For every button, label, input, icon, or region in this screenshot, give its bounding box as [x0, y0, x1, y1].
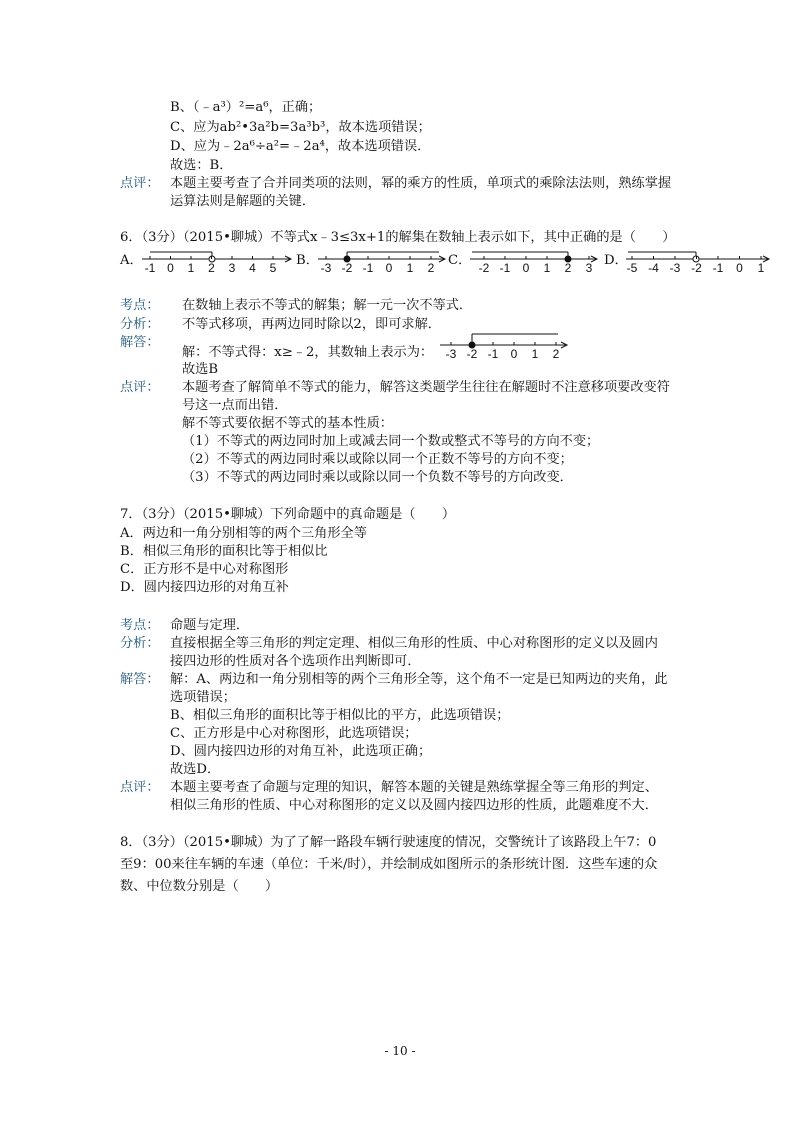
- tick-label: 0: [510, 347, 518, 361]
- tick-label: 4: [249, 261, 256, 275]
- q5-comment-1: 本题主要考查了合并同类项的法则，幂的乘方的性质，单项式的乘除法法则，熟练掌握: [170, 176, 672, 191]
- q7-jieda-label: 解答：: [120, 672, 160, 687]
- q7-option-b: B．相似三角形的面积比等于相似比: [120, 544, 328, 559]
- tick-label: 3: [585, 261, 593, 275]
- q7-fenxi-2: 接四边形的性质对各个选项作出判断即可．: [170, 654, 421, 669]
- q7-jieda-5: D、圆内接四边形的对角互补，此选项正确；: [170, 744, 432, 759]
- q7-jieda-6: 故选D．: [170, 762, 221, 777]
- q5-option-d: D、应为﹣2a⁶÷a²=﹣2a⁴，故本选项错误．: [170, 139, 431, 154]
- tick-label: -3: [445, 347, 457, 361]
- q5-comment-label: 点评：: [120, 176, 160, 191]
- tick-label: 0: [736, 261, 743, 275]
- q6-dianping-4: （1）不等式的两边同时加上或减去同一个数或整式不等号的方向不变；: [182, 434, 600, 449]
- q6-kaodian: 在数轴上表示不等式的解集；解一元一次不等式．: [182, 298, 473, 313]
- q5-answer: 故选：B．: [170, 158, 233, 173]
- q6-option-a-label: A．: [120, 253, 143, 268]
- tick-label: -1: [499, 261, 511, 275]
- tick-label: -5: [626, 261, 638, 275]
- q6-jieda-2: 故选B: [182, 362, 219, 377]
- q6-fenxi-label: 分析：: [120, 317, 160, 332]
- q6-dianping-3: 解不等式要依据不等式的基本性质：: [182, 416, 393, 431]
- q6-stem: 6．（3分）（2015•聊城）不等式x﹣3≤3x+1的解集在数轴上表示如下，其中正确的是（ ）: [120, 230, 676, 245]
- q6-solution-number-line: [438, 326, 573, 362]
- tick-label: -3: [320, 261, 332, 275]
- tick-label: -1: [144, 261, 156, 275]
- tick-label: -3: [669, 261, 681, 275]
- q6-fenxi: 不等式移项，再两边同时除以2，即可求解．: [182, 317, 441, 332]
- q7-option-c: C．正方形不是中心对称图形: [120, 562, 289, 577]
- tick-label: 2: [208, 261, 215, 275]
- q7-dianping-2: 相似三角形的性质、中心对称图形的定义以及圆内接四边形的性质，此题难度不大．: [170, 798, 658, 813]
- tick-label: 1: [757, 261, 765, 275]
- tick-label: -2: [341, 261, 353, 275]
- q8-line-1: 8．（3分）（2015•聊城）为了了解一路段车辆行驶速度的情况，交警统计了该路段上午7：0: [120, 835, 657, 850]
- page-number: - 10 -: [384, 1044, 416, 1058]
- q7-option-a: A．两边和一角分别相等的两个三角形全等: [120, 526, 367, 541]
- q6-option-c-label: C．: [448, 253, 472, 268]
- q7-dianping-1: 本题主要考查了命题与定理的知识，解答本题的关键是熟练掌握全等三角形的判定、: [170, 780, 658, 795]
- q7-jieda-4: C、正方形是中心对称图形，此选项错误；: [170, 726, 418, 741]
- tick-label: 0: [522, 261, 530, 275]
- tick-label: 1: [406, 261, 414, 275]
- tick-label: -2: [478, 261, 490, 275]
- tick-label: 2: [427, 261, 435, 275]
- q6-number-line-c: [468, 244, 603, 276]
- q6-kaodian-label: 考点：: [120, 298, 160, 313]
- q6-number-line-d: [624, 244, 774, 276]
- tick-label: 0: [167, 261, 174, 275]
- q5-comment-2: 运算法则是解题的关键．: [170, 194, 316, 209]
- q7-jieda-2: 选项错误；: [170, 690, 236, 705]
- tick-label: -1: [487, 347, 499, 361]
- q6-number-line-a: [140, 244, 300, 276]
- q7-stem: 7．（3分）（2015•聊城）下列命题中的真命题是（ ）: [120, 507, 456, 522]
- q6-dianping-5: （2）不等式的两边同时乘以或除以同一个正数不等号的方向不变；: [182, 452, 573, 467]
- q6-dianping-2: 号这一点而出错．: [182, 398, 288, 413]
- q6-dianping-label: 点评：: [120, 380, 160, 395]
- q6-option-b-label: B．: [296, 253, 319, 268]
- q6-number-line-b: [316, 244, 451, 276]
- q7-kaodian: 命题与定理．: [170, 618, 250, 633]
- tick-label: -2: [691, 261, 702, 275]
- q8-line-2: 至9：00来往车辆的车速（单位：千米/时），并绘制成如图所示的条形统计图．这些车速的众: [120, 857, 658, 872]
- q7-jieda-3: B、相似三角形的面积比等于相似比的平方，此选项错误；: [170, 708, 510, 723]
- tick-label: -2: [466, 347, 478, 361]
- q6-option-d-label: D．: [604, 253, 628, 268]
- tick-label: 3: [228, 261, 236, 275]
- q6-dianping-1: 本题考查了解简单不等式的能力，解答这类题学生往往在解题时不注意移项要改变符: [182, 380, 670, 395]
- q7-kaodian-label: 考点：: [120, 618, 160, 633]
- q7-dianping-label: 点评：: [120, 780, 160, 795]
- tick-label: 5: [269, 261, 277, 275]
- q7-option-d: D．圆内接四边形的对角互补: [120, 580, 289, 595]
- q8-line-3: 数、中位数分别是（ ）: [120, 879, 279, 894]
- q6-jieda-label: 解答：: [120, 335, 160, 350]
- q6-jieda-1: 解：不等式得：x≥﹣2，其数轴上表示为：: [182, 345, 434, 360]
- tick-label: 0: [385, 261, 393, 275]
- q7-fenxi-label: 分析：: [120, 636, 160, 651]
- tick-label: -1: [712, 261, 724, 275]
- q7-jieda-1: 解：A、两边和一角分别相等的两个三角形全等，这个角不一定是已知两边的夹角，此: [170, 672, 668, 687]
- q5-option-c: C、应为ab²•3a²b=3a³b³，故本选项错误；: [170, 120, 431, 135]
- q6-dianping-6: （3）不等式的两边同时乘以或除以同一个负数不等号的方向改变．: [182, 470, 573, 485]
- tick-label: 1: [187, 261, 195, 275]
- q7-fenxi-1: 直接根据全等三角形的判定定理、相似三角形的性质、中心对称图形的定义以及圆内: [170, 636, 658, 651]
- tick-label: 1: [531, 347, 539, 361]
- tick-label: 2: [552, 347, 560, 361]
- tick-label: -4: [648, 261, 659, 275]
- tick-label: -1: [362, 261, 374, 275]
- tick-label: 2: [564, 261, 572, 275]
- tick-label: 1: [543, 261, 551, 275]
- q5-option-b: B、（﹣a³）²=a⁶，正确；: [170, 100, 322, 115]
